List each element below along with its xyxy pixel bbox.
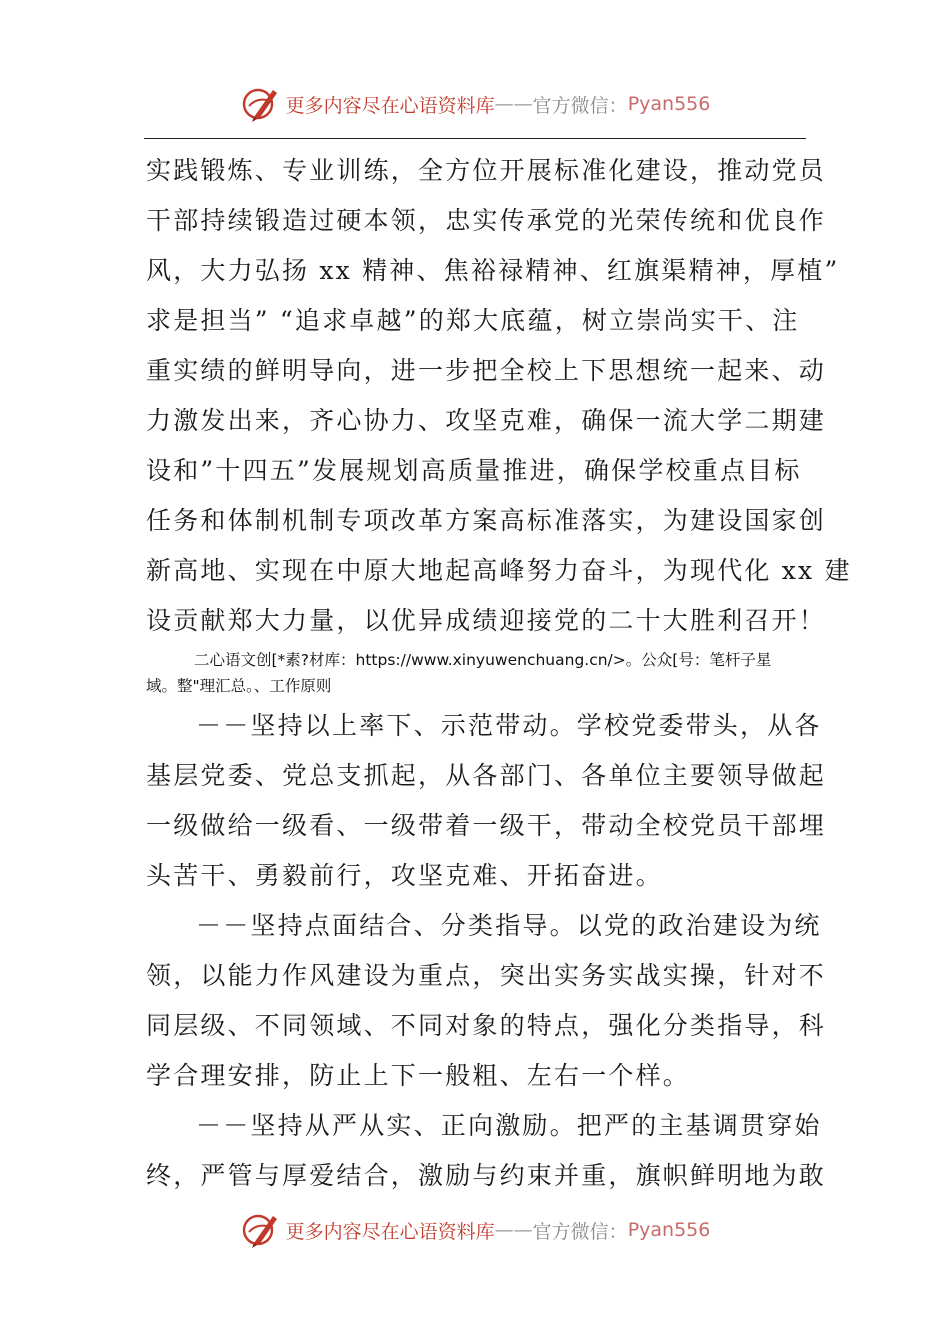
text-line: 任务和体制机制专项改革方案高标准落实，为建设国家创 bbox=[146, 506, 827, 535]
text-line: 求是担当” “追求卓越”的郑大底蕴，树立崇尚实干、注 bbox=[146, 306, 800, 335]
header-wechat-label: 官方微信： bbox=[532, 94, 628, 117]
header-brand: 更多内容尽在心语资料库 bbox=[285, 94, 495, 117]
text-line: －－坚持点面结合、分类指导。以党的政治建设为统 bbox=[196, 911, 822, 940]
text-line: 重实绩的鲜明导向，进一步把全校上下思想统一起来、动 bbox=[146, 356, 827, 385]
text-line: 头苦干、勇毅前行，攻坚克难、开拓奋进。 bbox=[146, 861, 663, 890]
header-dash: —— bbox=[494, 93, 533, 115]
footer-dash: —— bbox=[494, 1219, 533, 1241]
text-line: 终，严管与厚爱结合，激励与约束并重，旗帜鲜明地为敢 bbox=[146, 1161, 827, 1190]
text-line: 力激发出来，齐心协力、攻坚克难，确保一流大学二期建 bbox=[146, 406, 827, 435]
pen-circle-logo-icon bbox=[240, 1210, 280, 1250]
paragraph-2 bbox=[146, 701, 827, 901]
text-line: －－坚持以上率下、示范带动。学校党委带头，从各 bbox=[196, 711, 822, 740]
text-line: 设和”十四五”发展规划高质量推进，确保学校重点目标 bbox=[146, 456, 802, 485]
text-line: 新高地、实现在中原大地起高峰努力奋斗，为现代化 xx 建 bbox=[146, 556, 852, 585]
text-line: 同层级、不同领域、不同对象的特点，强化分类指导，科 bbox=[146, 1011, 827, 1040]
footer-wechat-label: 官方微信： bbox=[532, 1220, 628, 1243]
text-line: 基层党委、党总支抓起，从各部门、各单位主要领导做起 bbox=[146, 761, 827, 790]
text-line: 设贡献郑大力量，以优异成绩迎接党的二十大胜利召开！ bbox=[146, 606, 827, 635]
note-line: 二心语文创[*素?材库：https://www.xinyuwenchuang.cn/>。公众[号：笔杆子星 bbox=[194, 651, 772, 669]
header-divider bbox=[144, 138, 806, 139]
footer-wechat-handle: Pyan556 bbox=[627, 1219, 711, 1241]
document-body bbox=[146, 146, 852, 1201]
text-line: 学合理安排，防止上下一般粗、左右一个样。 bbox=[146, 1061, 691, 1090]
paragraph-3 bbox=[146, 901, 827, 1101]
header-banner bbox=[0, 82, 950, 126]
text-line: 一级做给一级看、一级带着一级干，带动全校党员干部埋 bbox=[146, 811, 827, 840]
text-line: 领，以能力作风建设为重点，突出实务实战实操，针对不 bbox=[146, 961, 827, 990]
text-line: 风，大力弘扬 xx 精神、焦裕禄精神、红旗渠精神，厚植” bbox=[146, 256, 840, 285]
text-line: 干部持续锻造过硬本领，忠实传承党的光荣传统和优良作 bbox=[146, 206, 827, 235]
text-line: 实践锻炼、专业训练，全方位开展标准化建设，推动党员 bbox=[146, 156, 827, 185]
pen-circle-logo-icon bbox=[240, 84, 280, 124]
footer-banner bbox=[0, 1208, 950, 1252]
footer-brand: 更多内容尽在心语资料库 bbox=[285, 1220, 495, 1243]
text-line: －－坚持从严从实、正向激励。把严的主基调贯穿始 bbox=[196, 1111, 822, 1140]
header-wechat-handle: Pyan556 bbox=[627, 93, 711, 115]
paragraph-1 bbox=[146, 146, 852, 646]
paragraph-4 bbox=[146, 1101, 827, 1201]
source-note bbox=[146, 647, 806, 699]
note-line: 域。整"理汇总。、工作原则 bbox=[146, 677, 332, 695]
